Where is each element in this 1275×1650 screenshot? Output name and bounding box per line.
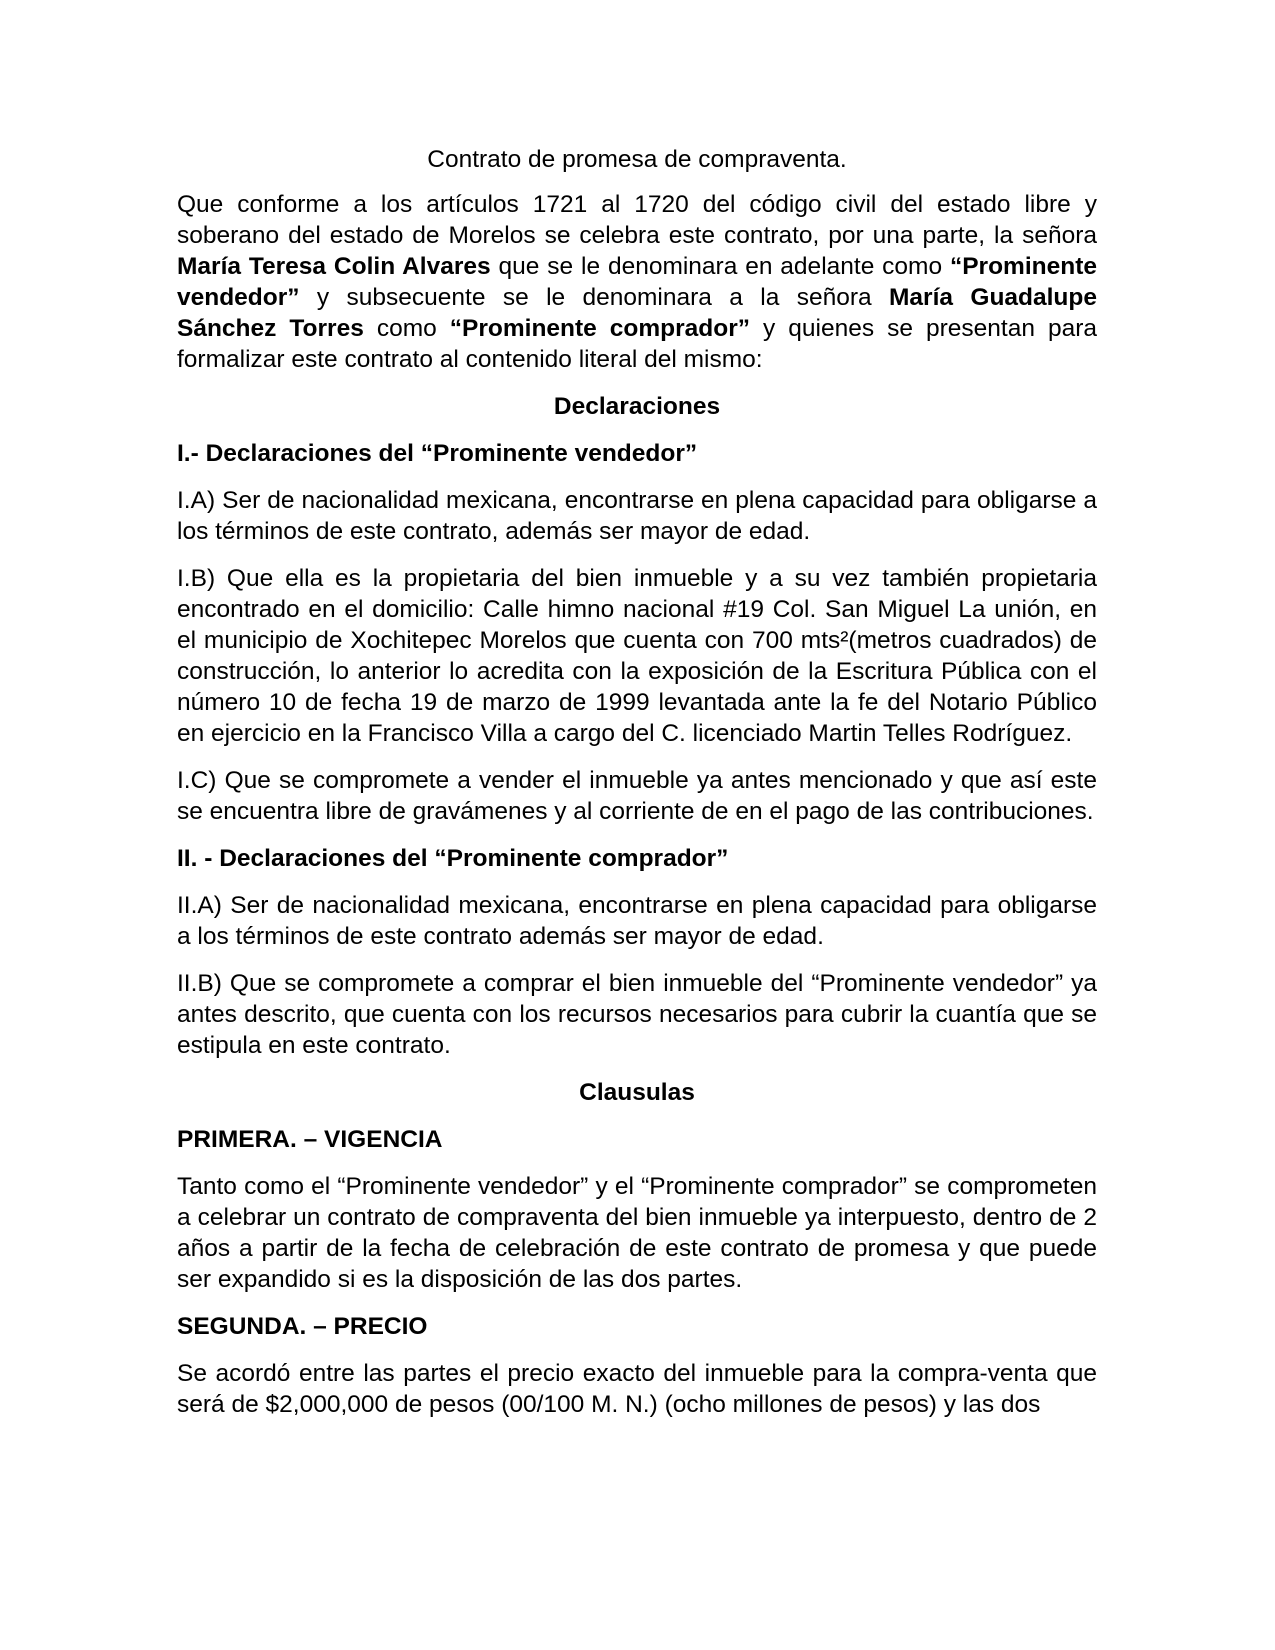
seller-alias: “Prominente vendedor” <box>177 253 1097 311</box>
intro-text-1: Que conforme a los artículos 1721 al 1720 del código civil del estado libre y soberano del estado de Morelos se celebra este contrato, por una parte, la señora <box>177 191 1097 249</box>
intro-text-4: como <box>363 315 450 342</box>
seller-name: María Teresa Colin Alvares <box>177 253 491 280</box>
clausulas-heading: Clausulas <box>579 1079 695 1106</box>
intro-paragraph <box>177 189 1097 375</box>
intro-text-5: y quienes se presentan para formalizar este contrato al contenido literal del mismo: <box>177 315 1097 373</box>
clausula2-paragraph: Se acordó entre las partes el precio exacto del inmueble para la compra-venta que será de $2,000,000 de pesos (00/100 M. N.) (ocho millones de pesos) y las dos <box>177 1360 1097 1418</box>
buyer-alias: “Prominente comprador” <box>449 315 751 342</box>
section1-heading: I.- Declaraciones del “Prominente vendedor” <box>177 440 698 467</box>
clausula1-paragraph: Tanto como el “Prominente vendedor” y el “Prominente comprador” se comprometen a celebrar un contrato de compraventa del bien inmueble ya interpuesto, dentro de 2 años a partir de la fecha de celebración de este contrato de promesa y que puede ser expandido si es la disposición de las dos partes. <box>177 1173 1097 1293</box>
buyer-name: María Guadalupe Sánchez Torres <box>177 284 1097 342</box>
section1-paragraph-a: I.A) Ser de nacionalidad mexicana, encontrarse en plena capacidad para obligarse a los términos de este contrato, además ser mayor de edad. <box>177 487 1097 545</box>
section2-paragraph-a: II.A) Ser de nacionalidad mexicana, encontrarse en plena capacidad para obligarse a los términos de este contrato además ser mayor de edad. <box>177 892 1097 950</box>
section1-paragraph-c: I.C) Que se compromete a vender el inmueble ya antes mencionado y que así este se encuentra libre de gravámenes y al corriente de en el pago de las contribuciones. <box>177 767 1097 825</box>
declaraciones-heading: Declaraciones <box>553 393 721 420</box>
clausula2-heading: SEGUNDA. – PRECIO <box>177 1313 428 1340</box>
section1-paragraph-b: I.B) Que ella es la propietaria del bien inmueble y a su vez también propietaria encontrado en el domicilio: Calle himno nacional #19 Col. San Miguel La unión, en el municipio de Xochitepec Morelos que cuenta con 700 mts²(metros cuadrados) de construcción, lo anterior lo acredita con la exposición de la Escritura Pública con el número 10 de fecha 19 de marzo de 1999 levantada ante la fe del Notario Público en ejercicio en la Francisco Villa a cargo del C. licenciado Martin Telles Rodríguez. <box>177 565 1097 747</box>
intro-text-2: que se le denominara en adelante como <box>490 253 950 280</box>
section2-heading: II. - Declaraciones del “Prominente comprador” <box>177 845 729 872</box>
document-title: Contrato de promesa de compraventa. <box>427 146 847 173</box>
clausula1-heading: PRIMERA. – VIGENCIA <box>177 1126 443 1153</box>
intro-text-3: y subsecuente se le denominara a la señora <box>299 284 890 311</box>
document-page <box>177 144 1097 1420</box>
section2-paragraph-b: II.B) Que se compromete a comprar el bien inmueble del “Prominente vendedor” ya antes descrito, que cuenta con los recursos necesarios para cubrir la cuantía que se estipula en este contrato. <box>177 970 1097 1059</box>
